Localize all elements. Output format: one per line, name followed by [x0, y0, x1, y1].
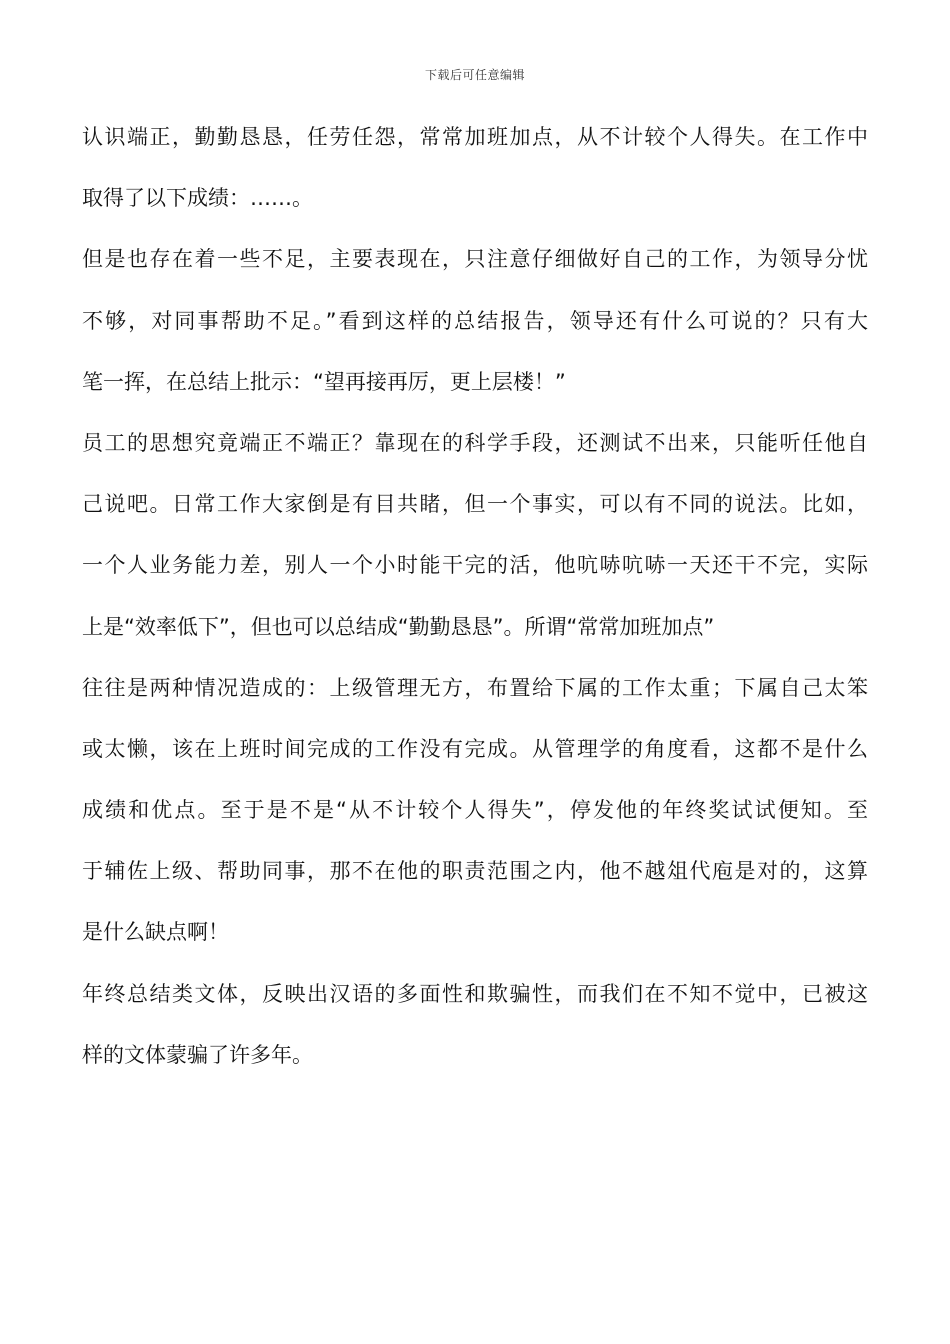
- text-line: 于辅佐上级、帮助同事，那不在他的职责范围之内，他不越俎代庖是对的，这算: [82, 859, 868, 884]
- text-line: 己说吧。日常工作大家倒是有目共睹，但一个事实，可以有不同的说法。比如，: [82, 492, 868, 517]
- text-line: 上是“效率低下”，但也可以总结成“勤勤恳恳”。所谓“常常加班加点”: [82, 614, 715, 639]
- text-line: 但是也存在着一些不足，主要表现在，只注意仔细做好自己的工作，为领导分忧: [82, 247, 868, 272]
- text-line: 年终总结类文体，反映出汉语的多面性和欺骗性，而我们在不知不觉中，已被这: [82, 981, 868, 1006]
- text-line: 员工的思想究竟端正不端正？靠现在的科学手段，还测试不出来，只能听任他自: [82, 430, 868, 455]
- text-line: 往往是两种情况造成的：上级管理无方，布置给下属的工作太重；下属自己太笨: [82, 675, 868, 700]
- text-line: 是什么缺点啊！: [82, 920, 229, 945]
- page-header: 下载后可任意编辑: [424, 68, 525, 82]
- text-line: 样的文体蒙骗了许多年。: [82, 1042, 313, 1067]
- text-line: 不够，对同事帮助不足。”看到这样的总结报告，领导还有什么可说的？只有大: [82, 308, 868, 333]
- text-line: 取得了以下成绩：……。: [82, 186, 313, 211]
- text-line: 或太懒，该在上班时间完成的工作没有完成。从管理学的角度看，这都不是什么: [82, 736, 868, 761]
- text-line: 认识端正，勤勤恳恳，任劳任怨，常常加班加点，从不计较个人得失。在工作中: [82, 125, 868, 149]
- text-line: 笔一挥，在总结上批示：“望再接再厉，更上层楼！”: [82, 369, 566, 394]
- text-line: 一个人业务能力差，别人一个小时能干完的活，他吭哧吭哧一天还干不完，实际: [82, 553, 868, 578]
- text-line: 成绩和优点。至于是不是“从不计较个人得失”，停发他的年终奖试试便知。至: [82, 798, 868, 823]
- document-body: [82, 116, 868, 1095]
